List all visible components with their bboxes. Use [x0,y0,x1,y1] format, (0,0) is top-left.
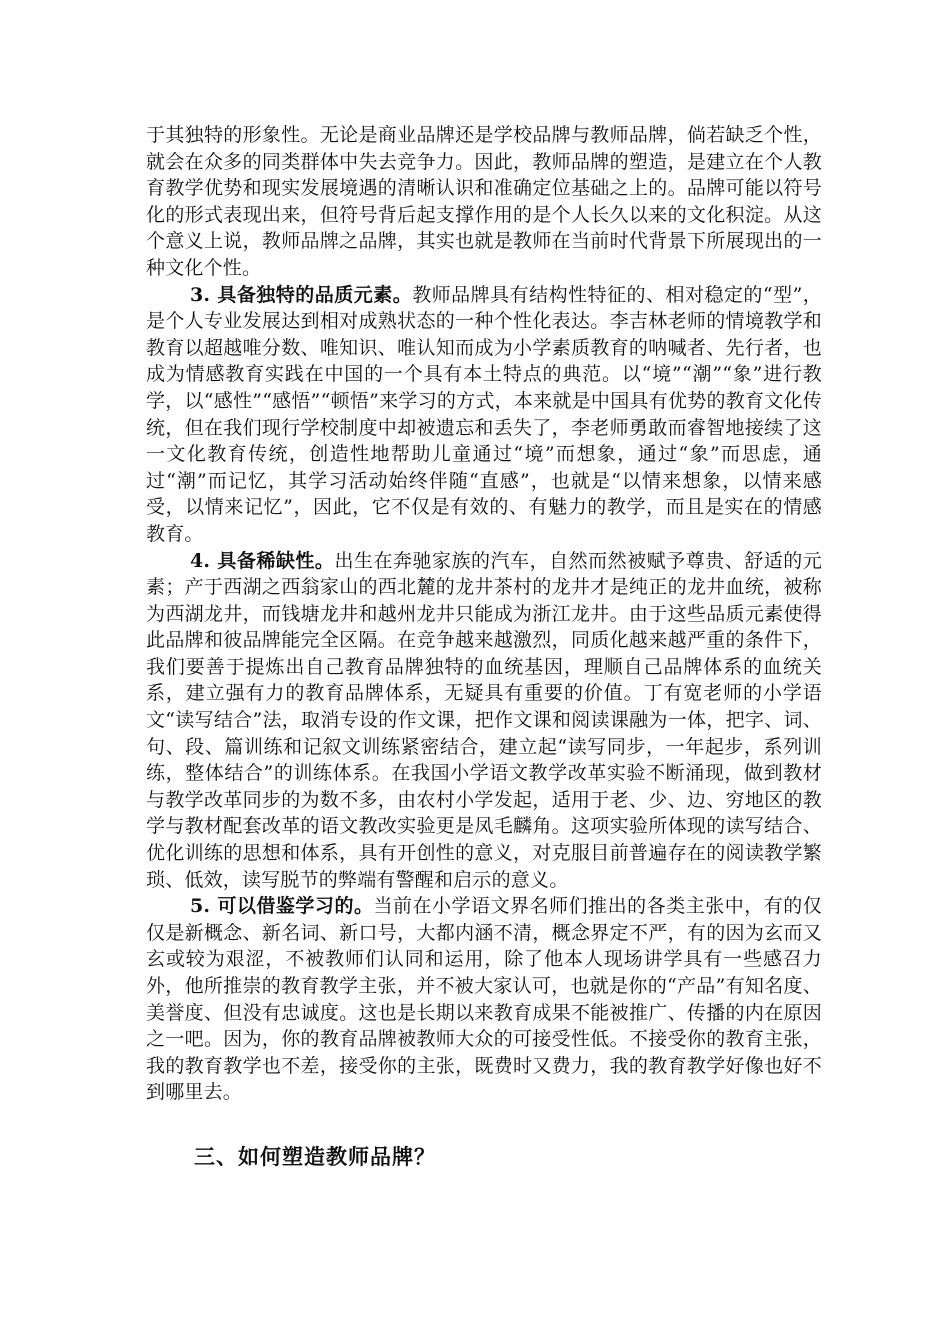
paragraph-point-3 [146,282,822,548]
paragraph-text: 教师品牌具有结构性特征的、相对稳定的“型”，是个人专业发展达到相对成熟状态的一种个性化表达。李吉林老师的情境教学和教育以超越唯分数、唯知识、唯认知而成为小学素质教育的呐喊者、先行者，也成为情感教育实践在中国的一个具有本土特点的典范。以“境”“潮”“象”进行教学，以“感性”“感悟”“顿悟”来学习的方式，本来就是中国具有优势的教育文化传统，但在我们现行学校制度中却被遗忘和丢失了，李老师勇敢而睿智地接续了这一文化教育传统，创造性地帮助儿童通过“境”而想象，通过“象”而思虑，通过“潮”而记忆，其学习活动始终伴随“直感”，也就是“以情来想象，以情来感受，以情来记忆”，因此，它不仅是有效的、有魅力的教学，而且是实在的情感教育。 [146,283,822,545]
document-page [146,122,822,1172]
section-heading: 三、如何塑造教师品牌？ [194,1143,436,1169]
paragraph-text: 于其独特的形象性。无论是商业品牌还是学校品牌与教师品牌，倘若缺乏个性，就会在众多的同类群体中失去竞争力。因此，教师品牌的塑造，是建立在个人教育教学优势和现实发展境遇的清晰认识和准确定位基础之上的。品牌可能以符号化的形式表现出来，但符号背后起支撑作用的是个人长久以来的文化积淀。从这个意义上说，教师品牌之品牌，其实也就是教师在当前时代背景下所展现出的一种文化个性。 [146,124,822,279]
paragraph-point-5 [146,893,822,1106]
point-3-heading: 3. 具备独特的品质元素。 [190,283,413,306]
paragraph-text: 出生在奔驰家族的汽车，自然而然被赋予尊贵、舒适的元素；产于西湖之西翁家山的西北麓的龙井茶村的龙井才是纯正的龙井血统，被称为西湖龙井，而钱塘龙井和越州龙井只能成为浙江龙井。由于这些品质元素使得此品牌和彼品牌能完全区隔。在竞争越来越激烈，同质化越来越严重的条件下，我们要善于提炼出自己教育品牌独特的血统基因，理顺自己品牌体系的血统关系，建立强有力的教育品牌体系，无疑具有重要的价值。丁有宽老师的小学语文“读写结合”法，取消专设的作文课，把作文课和阅读课融为一体，把字、词、句、段、篇训练和记叙文训练紧密结合，建立起“读写同步，一年起步，系列训练，整体结合”的训练体系。在我国小学语文教学改革实验不断涌现，做到教材与教学改革同步的为数不多，由农村小学发起，适用于老、少、边、穷地区的教学与教材配套改革的语文教改实验更是凤毛麟角。这项实验所体现的读写结合、优化训练的思想和体系，具有开创性的意义，对克服目前普遍存在的阅读教学繁琐、低效，读写脱节的弊端有警醒和启示的意义。 [146,549,822,891]
paragraph-continuation [146,122,822,282]
paragraph-point-4 [146,548,822,894]
point-4-heading: 4. 具备稀缺性。 [190,549,335,572]
point-5-heading: 5. 可以借鉴学习的。 [190,895,374,918]
paragraph-text: 当前在小学语文界名师们推出的各类主张中，有的仅仅是新概念、新名词、新口号，大都内涵不清，概念界定不严，有的因为玄而又玄或较为艰涩，不被教师们认同和运用，除了他本人现场讲学具有一些感召力外，他所推崇的教育教学主张，并不被大家认可，也就是你的“产品”有知名度、美誉度、但没有忠诚度。这也是长期以来教育成果不能被推广、传播的内在原因之一吧。因为，你的教育品牌被教师大众的可接受性低。不接受你的教育主张，我的教育教学也不差，接受你的主张，既费时又费力，我的教育教学好像也好不到哪里去。 [146,895,822,1104]
